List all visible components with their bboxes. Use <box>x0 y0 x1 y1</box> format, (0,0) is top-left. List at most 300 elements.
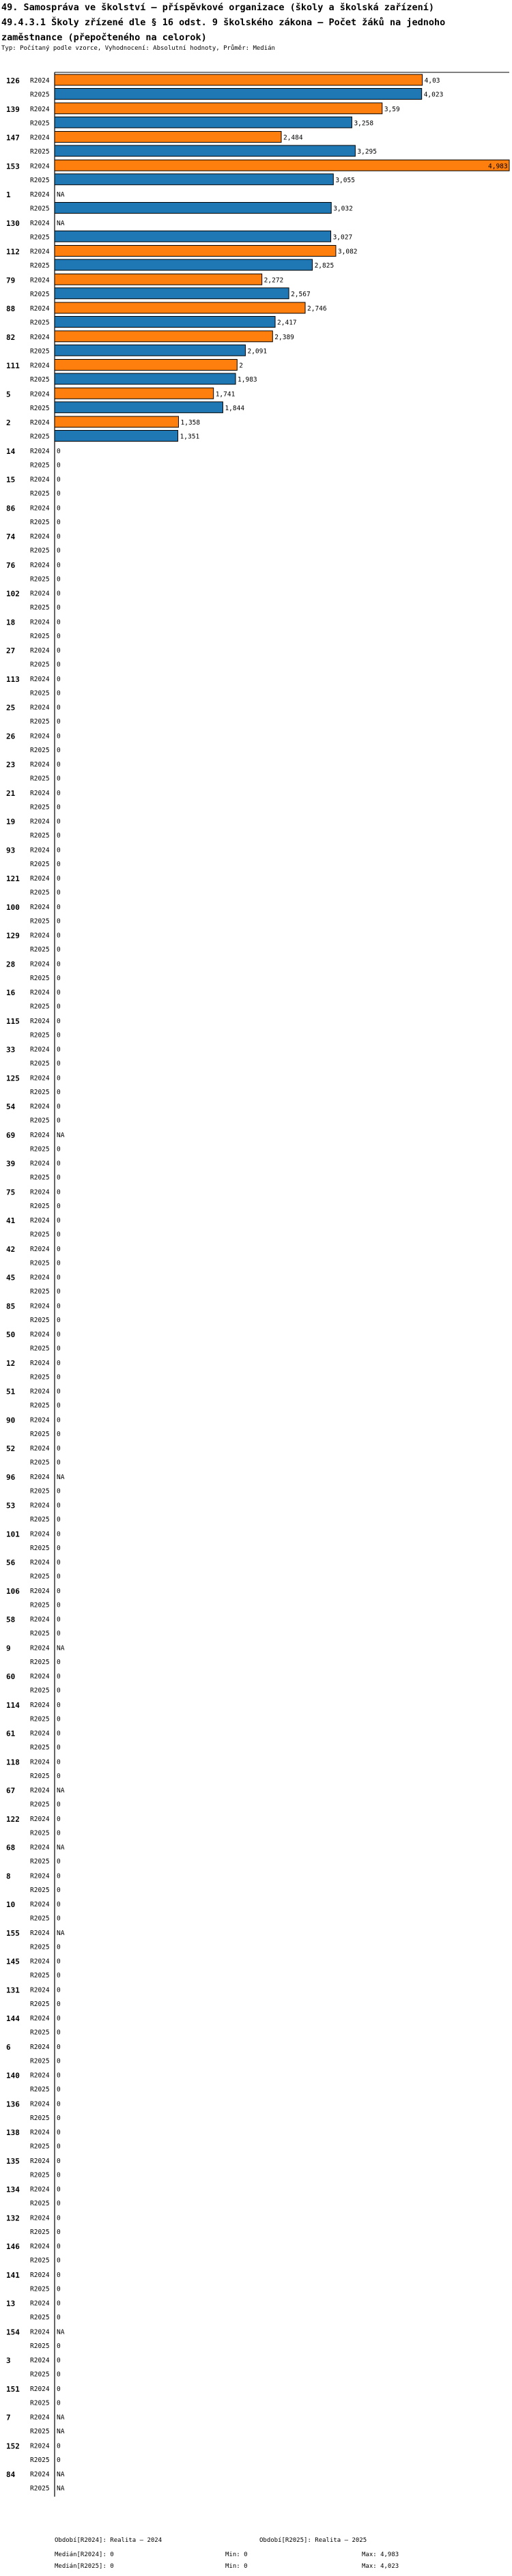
series-label: R2024 <box>30 875 50 883</box>
category-label: 154 <box>6 2328 20 2337</box>
bar-r2024 <box>55 331 272 342</box>
bar-r2025 <box>55 145 355 156</box>
series-label: R2025 <box>30 176 50 184</box>
data-label: 0 <box>57 1516 61 1523</box>
bar-r2024 <box>55 132 281 143</box>
data-label: 0 <box>57 1559 61 1566</box>
data-label: 0 <box>57 2385 61 2393</box>
data-label: 0 <box>57 1445 61 1452</box>
data-label: 0 <box>57 575 61 584</box>
data-label: NA <box>57 1644 65 1652</box>
series-label: R2025 <box>30 233 50 242</box>
series-label: R2024 <box>30 1901 50 1908</box>
data-label: 0 <box>57 1673 61 1680</box>
category-label: 135 <box>6 2156 20 2166</box>
series-label: R2024 <box>30 276 50 285</box>
category-label: 53 <box>6 1501 16 1511</box>
median-2025: Medián[R2025]: 0 <box>55 2563 114 2570</box>
data-label: 2,417 <box>277 319 297 327</box>
data-label: 2 <box>239 362 244 370</box>
series-label: R2025 <box>30 404 50 412</box>
series-label: R2025 <box>30 2000 50 2008</box>
data-label: 0 <box>57 1416 61 1425</box>
category-label: 140 <box>6 2071 20 2080</box>
data-label: 2,825 <box>314 262 335 270</box>
series-label: R2024 <box>30 2414 50 2422</box>
data-label: 0 <box>57 974 61 982</box>
series-label: R2025 <box>30 832 50 840</box>
series-label: R2024 <box>30 1701 50 1709</box>
series-label: R2025 <box>30 632 50 640</box>
category-label: 122 <box>6 1814 20 1824</box>
series-label: R2025 <box>30 1744 50 1751</box>
category-label: 153 <box>6 162 20 171</box>
data-label: NA <box>57 2485 65 2493</box>
data-label: 0 <box>57 1829 61 1837</box>
data-label: 0 <box>57 1373 61 1382</box>
series-label: R2024 <box>30 1815 50 1823</box>
category-label: 101 <box>6 1530 20 1539</box>
data-label: 0 <box>57 960 61 969</box>
data-label: 0 <box>57 1758 61 1766</box>
data-label: 0 <box>57 1972 61 1979</box>
category-label: 52 <box>6 1444 16 1453</box>
series-label: R2024 <box>30 1245 50 1253</box>
series-label: R2024 <box>30 1787 50 1794</box>
series-label: R2025 <box>30 347 50 356</box>
max-2024: Max: 4,983 <box>362 2551 399 2558</box>
series-label: R2025 <box>30 974 50 982</box>
series-label: R2024 <box>30 2243 50 2250</box>
series-label: R2024 <box>30 1388 50 1396</box>
series-label: R2025 <box>30 2285 50 2293</box>
series-label: R2025 <box>30 319 50 327</box>
series-label: R2025 <box>30 2314 50 2321</box>
data-label: 3,258 <box>354 119 374 128</box>
category-label: 82 <box>6 332 16 342</box>
data-label: 0 <box>57 1986 61 1994</box>
category-label: 28 <box>6 960 16 969</box>
data-label: 0 <box>57 590 61 598</box>
category-label: 145 <box>6 1957 20 1966</box>
category-label: 21 <box>6 788 16 798</box>
data-label: 0 <box>57 604 61 612</box>
series-label: R2024 <box>30 1274 50 1282</box>
series-label: R2024 <box>30 2043 50 2051</box>
data-label: NA <box>57 1929 65 1937</box>
min-2024: Min: 0 <box>225 2551 248 2558</box>
series-label: R2024 <box>30 1046 50 1054</box>
data-label: 0 <box>57 875 61 883</box>
data-label: 0 <box>57 476 61 484</box>
data-label: NA <box>57 2328 65 2336</box>
series-label: R2024 <box>30 1530 50 1539</box>
data-label: 0 <box>57 1943 61 1951</box>
category-label: 93 <box>6 846 16 855</box>
data-label: 0 <box>57 1730 61 1738</box>
data-label: 0 <box>57 1658 61 1666</box>
data-label: 1,351 <box>180 433 200 441</box>
data-label: 0 <box>57 1103 61 1111</box>
series-label: R2025 <box>30 2257 50 2265</box>
series-label: R2024 <box>30 134 50 142</box>
series-label: R2025 <box>30 433 50 441</box>
data-label: 0 <box>57 1544 61 1552</box>
bar-r2024 <box>55 274 262 285</box>
series-label: R2025 <box>30 1145 50 1154</box>
series-label: R2025 <box>30 1487 50 1495</box>
category-label: 130 <box>6 218 20 228</box>
series-label: R2024 <box>30 846 50 855</box>
data-label: 0 <box>57 1274 61 1282</box>
series-label: R2025 <box>30 1715 50 1723</box>
series-label: R2024 <box>30 1416 50 1425</box>
data-label: 0 <box>57 704 61 712</box>
data-label: 1,741 <box>215 390 236 399</box>
series-label: R2024 <box>30 1673 50 1680</box>
category-label: 45 <box>6 1273 16 1283</box>
data-label: 0 <box>57 718 61 726</box>
chart-subtitle: Typ: Počítaný podle vzorce, Vyhodnocení: Absolutní hodnoty, Průměr: Medián <box>1 45 275 52</box>
data-label: 0 <box>57 1316 61 1324</box>
category-label: 138 <box>6 2128 20 2137</box>
category-label: 61 <box>6 1729 16 1738</box>
series-label: R2025 <box>30 119 50 128</box>
data-label: 0 <box>57 932 61 940</box>
series-label: R2024 <box>30 1986 50 1994</box>
series-label: R2025 <box>30 1402 50 1409</box>
series-label: R2024 <box>30 1758 50 1766</box>
series-label: R2025 <box>30 1544 50 1552</box>
series-label: R2025 <box>30 604 50 612</box>
series-label: R2024 <box>30 533 50 541</box>
series-label: R2025 <box>30 718 50 726</box>
series-label: R2024 <box>30 647 50 655</box>
series-label: R2025 <box>30 91 50 99</box>
bar-r2024 <box>55 103 382 114</box>
category-label: 41 <box>6 1216 16 1225</box>
legend-period-2025: Období[R2025]: Realita – 2025 <box>259 2537 367 2544</box>
category-label: 15 <box>6 475 16 485</box>
data-label: 0 <box>57 2057 61 2065</box>
series-label: R2025 <box>30 461 50 470</box>
data-label: 0 <box>57 447 61 455</box>
data-label: 0 <box>57 846 61 855</box>
series-label: R2024 <box>30 1302 50 1311</box>
data-label: 0 <box>57 1815 61 1823</box>
series-label: R2024 <box>30 2385 50 2393</box>
series-label: R2025 <box>30 2057 50 2065</box>
series-label: R2025 <box>30 917 50 926</box>
series-label: R2024 <box>30 2271 50 2279</box>
series-label: R2024 <box>30 618 50 627</box>
series-label: R2024 <box>30 2328 50 2336</box>
data-label: 0 <box>57 561 61 569</box>
data-label: 0 <box>57 1430 61 1438</box>
series-label: R2025 <box>30 1316 50 1324</box>
data-label: 0 <box>57 490 61 498</box>
series-label: R2025 <box>30 490 50 498</box>
data-label: 0 <box>57 2143 61 2151</box>
series-label: R2025 <box>30 148 50 156</box>
data-label: 4,023 <box>423 91 444 99</box>
series-label: R2025 <box>30 1031 50 1040</box>
series-label: R2025 <box>30 2114 50 2122</box>
data-label: 0 <box>57 1288 61 1296</box>
data-label: 0 <box>57 2214 61 2222</box>
data-label: NA <box>57 2471 65 2478</box>
data-label: 0 <box>57 2357 61 2364</box>
series-label: R2025 <box>30 775 50 783</box>
series-label: R2025 <box>30 1573 50 1581</box>
category-label: 96 <box>6 1472 16 1482</box>
bar-r2025 <box>55 431 178 442</box>
series-label: R2024 <box>30 1074 50 1083</box>
data-label: 1,983 <box>238 376 257 384</box>
data-label: 0 <box>57 2257 61 2265</box>
data-label: 0 <box>57 2157 61 2165</box>
series-label: R2025 <box>30 1202 50 1210</box>
data-label: 0 <box>57 1259 61 1268</box>
series-label: R2024 <box>30 732 50 741</box>
category-label: 102 <box>6 589 20 599</box>
category-label: 106 <box>6 1586 20 1596</box>
category-label: 2 <box>6 418 11 427</box>
series-label: R2024 <box>30 2157 50 2165</box>
series-label: R2024 <box>30 789 50 797</box>
bar-r2025 <box>55 373 236 384</box>
category-label: 23 <box>6 760 16 769</box>
series-label: R2024 <box>30 2300 50 2308</box>
data-label: 0 <box>57 533 61 541</box>
data-label: 0 <box>57 889 61 897</box>
data-label: NA <box>57 2414 65 2422</box>
data-label: 0 <box>57 1459 61 1467</box>
data-label: NA <box>57 1844 65 1852</box>
bar-r2024 <box>55 360 237 371</box>
category-label: 144 <box>6 2014 20 2023</box>
data-label: 0 <box>57 1858 61 1865</box>
series-label: R2024 <box>30 1644 50 1652</box>
series-label: R2025 <box>30 547 50 555</box>
category-label: 151 <box>6 2384 20 2394</box>
series-label: R2024 <box>30 1502 50 1510</box>
series-label: R2024 <box>30 2357 50 2364</box>
category-label: 90 <box>6 1416 16 1425</box>
category-label: 56 <box>6 1558 16 1567</box>
data-label: 0 <box>57 689 61 698</box>
series-label: R2025 <box>30 575 50 584</box>
data-label: 4,983 <box>488 162 508 171</box>
series-label: R2024 <box>30 2471 50 2478</box>
category-label: 114 <box>6 1700 20 1710</box>
category-label: 88 <box>6 304 16 313</box>
bar-r2024 <box>55 246 336 257</box>
data-label: 0 <box>57 2442 61 2450</box>
bar-r2025 <box>55 174 333 185</box>
series-label: R2025 <box>30 290 50 298</box>
data-label: 0 <box>57 2015 61 2022</box>
bar-r2025 <box>55 259 313 270</box>
series-label: R2024 <box>30 1445 50 1452</box>
series-label: R2025 <box>30 1373 50 1382</box>
data-label: 0 <box>57 1302 61 1311</box>
category-label: 39 <box>6 1159 16 1169</box>
data-label: 0 <box>57 2342 61 2350</box>
data-label: 0 <box>57 1687 61 1695</box>
series-label: R2025 <box>30 1630 50 1637</box>
series-label: R2025 <box>30 1658 50 1666</box>
series-label: R2025 <box>30 1687 50 1695</box>
data-label: 2,567 <box>291 290 311 298</box>
data-label: 0 <box>57 1060 61 1068</box>
series-label: R2024 <box>30 1616 50 1624</box>
category-label: 25 <box>6 703 16 713</box>
data-label: 0 <box>57 2043 61 2051</box>
category-label: 42 <box>6 1244 16 1254</box>
series-label: R2024 <box>30 390 50 399</box>
series-label: R2025 <box>30 1772 50 1780</box>
data-label: 0 <box>57 675 61 683</box>
data-label: 0 <box>57 2129 61 2136</box>
data-label: 0 <box>57 618 61 627</box>
series-label: R2024 <box>30 305 50 313</box>
series-label: R2024 <box>30 932 50 940</box>
median-2024: Medián[R2024]: 0 <box>55 2551 114 2558</box>
data-label: 0 <box>57 1088 61 1096</box>
series-label: R2025 <box>30 1915 50 1923</box>
series-label: R2024 <box>30 248 50 256</box>
series-label: R2025 <box>30 1943 50 1951</box>
data-label: 0 <box>57 1801 61 1809</box>
series-label: R2025 <box>30 946 50 954</box>
series-label: R2025 <box>30 1430 50 1438</box>
data-label: 0 <box>57 860 61 868</box>
series-label: R2025 <box>30 1345 50 1353</box>
series-label: R2024 <box>30 1160 50 1168</box>
category-label: 141 <box>6 2270 20 2280</box>
data-label: NA <box>57 2428 65 2435</box>
series-label: R2024 <box>30 77 50 85</box>
category-label: 7 <box>6 2413 11 2422</box>
data-label: 1,844 <box>225 404 245 412</box>
data-label: 0 <box>57 1715 61 1723</box>
category-label: 113 <box>6 674 20 684</box>
series-label: R2025 <box>30 2371 50 2379</box>
data-label: 0 <box>57 1031 61 1040</box>
data-label: 3,082 <box>337 248 358 256</box>
series-label: R2024 <box>30 704 50 712</box>
series-label: R2025 <box>30 1088 50 1096</box>
data-label: 0 <box>57 903 61 911</box>
category-label: 75 <box>6 1188 16 1197</box>
data-label: 0 <box>57 1601 61 1609</box>
max-2025: Max: 4,023 <box>362 2563 399 2570</box>
data-label: 0 <box>57 917 61 926</box>
data-label: 1,358 <box>180 419 201 427</box>
category-label: 155 <box>6 1928 20 1938</box>
data-label: 0 <box>57 2000 61 2008</box>
data-label: 0 <box>57 1160 61 1168</box>
series-label: R2024 <box>30 675 50 683</box>
data-label: 0 <box>57 775 61 783</box>
series-label: R2025 <box>30 2143 50 2151</box>
series-label: R2024 <box>30 2100 50 2108</box>
category-label: 58 <box>6 1615 16 1625</box>
category-label: 5 <box>6 390 11 399</box>
category-label: 14 <box>6 446 16 456</box>
series-label: R2024 <box>30 960 50 969</box>
series-label: R2024 <box>30 105 50 113</box>
legend-period-2024: Období[R2024]: Realita – 2024 <box>55 2537 162 2544</box>
data-label: NA <box>57 191 65 199</box>
data-label: 0 <box>57 2300 61 2308</box>
data-label: 0 <box>57 2100 61 2108</box>
bar-r2025 <box>55 203 331 214</box>
category-label: 100 <box>6 902 20 912</box>
series-label: R2025 <box>30 376 50 384</box>
series-label: R2025 <box>30 2428 50 2435</box>
category-label: 1 <box>6 190 11 199</box>
series-label: R2025 <box>30 1288 50 1296</box>
series-label: R2025 <box>30 2399 50 2407</box>
data-label: 0 <box>57 1573 61 1581</box>
data-label: 0 <box>57 1046 61 1054</box>
data-label: 0 <box>57 1901 61 1908</box>
category-label: 76 <box>6 560 16 570</box>
title-line-1: 49. Samospráva ve školství – příspěvkové organizace (školy a školská zařízení) <box>1 2 434 13</box>
category-label: 3 <box>6 2356 11 2365</box>
category-label: 69 <box>6 1130 16 1140</box>
data-label: NA <box>57 1131 65 1139</box>
bar-r2025 <box>55 89 422 100</box>
data-label: 0 <box>57 2314 61 2321</box>
series-label: R2025 <box>30 2200 50 2207</box>
category-label: 129 <box>6 931 20 941</box>
data-label: 0 <box>57 789 61 797</box>
category-label: 118 <box>6 1758 20 1767</box>
series-label: R2025 <box>30 860 50 868</box>
data-label: 0 <box>57 661 61 669</box>
data-label: NA <box>57 1473 65 1481</box>
bar-r2025 <box>55 117 352 128</box>
data-label: 0 <box>57 2243 61 2250</box>
series-label: R2024 <box>30 1217 50 1225</box>
data-label: 0 <box>57 1886 61 1894</box>
data-label: 0 <box>57 2171 61 2179</box>
category-label: 33 <box>6 1045 16 1055</box>
data-label: 0 <box>57 1359 61 1367</box>
data-label: 0 <box>57 2072 61 2080</box>
data-label: 0 <box>57 1017 61 1025</box>
series-label: R2024 <box>30 1587 50 1595</box>
series-label: R2025 <box>30 2029 50 2037</box>
category-label: 16 <box>6 988 16 997</box>
series-label: R2024 <box>30 1559 50 1566</box>
series-label: R2025 <box>30 661 50 669</box>
data-label: 0 <box>57 2399 61 2407</box>
series-label: R2025 <box>30 2171 50 2179</box>
category-label: 51 <box>6 1387 16 1397</box>
category-label: 115 <box>6 1016 20 1026</box>
series-label: R2024 <box>30 818 50 826</box>
data-label: 0 <box>57 761 61 769</box>
series-label: R2024 <box>30 2186 50 2194</box>
bar-r2025 <box>55 402 223 413</box>
series-label: R2024 <box>30 447 50 455</box>
data-label: 0 <box>57 1872 61 1880</box>
series-label: R2024 <box>30 1188 50 1197</box>
